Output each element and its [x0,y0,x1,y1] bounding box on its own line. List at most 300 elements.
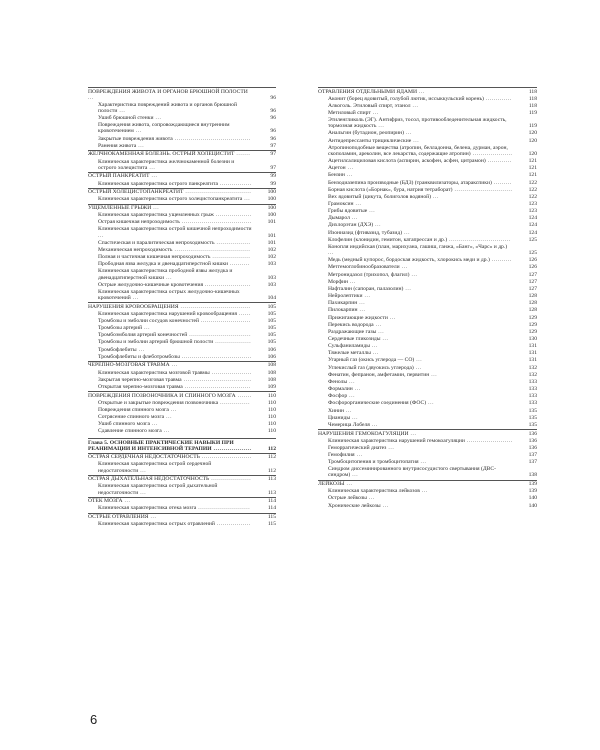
toc-page-number: 121 [528,158,537,165]
toc-entry-title: Сдавление спинного мозга [98,428,162,435]
toc-entry-title: Тромбозы и эмболии сосудов конечностей [98,318,199,324]
dot-leader: .................. [213,339,252,346]
toc-subsection-item [318,356,537,363]
toc-entry-title: Характеристика повреждений живота и органов брюшной полости [98,101,237,114]
toc-entry-title: Хинин [328,407,345,414]
toc-page-number: 137 [528,451,537,458]
dot-leader: ................ [217,180,252,187]
dot-leader: ... [357,307,366,314]
toc-entry-title: ЛЕЙКОЗЫ [318,481,345,488]
toc-page-number: 100 [267,212,276,219]
toc-page-number: 102 [267,246,276,253]
dot-leader: ... [242,196,251,203]
dot-leader: ... [418,459,427,466]
toc-subsection-item [88,413,276,420]
dot-leader: ... [149,173,158,180]
toc-page-number: 110 [267,406,276,413]
toc-entry-title: Тромбозы артерий [98,325,143,332]
toc-page-number: 103 [267,261,276,268]
toc-subsection-item [318,102,537,109]
toc-page-number: 133 [528,400,537,407]
toc-subsection-item [88,406,276,413]
toc-entry-title: Клиническая характеристика желчнокаменной болезни и острого холецистита [98,158,235,171]
dot-leader: ... [357,300,366,307]
toc-entry-title: Тромбофлебиты [98,346,137,353]
toc-entry-title: Чемерица Лобеля [328,421,370,428]
toc-section-heading [318,480,537,488]
toc-section-heading [88,87,276,101]
dot-leader: ... [376,123,385,130]
toc-subsection-item [318,399,537,406]
toc-entry-title: Пахикарпин [328,300,358,307]
toc-page-number: 126 [528,257,537,264]
dot-leader: ... [349,215,358,222]
toc-subsection-item [318,458,537,465]
toc-page-number: 108 [267,369,276,376]
toc-entry-title: Нейролептики [328,293,363,300]
toc-entry-title: Клиническая характеристика острой кишечной непроходимости [98,226,252,233]
toc-subsection-item [318,95,537,102]
dot-leader: ... [410,102,419,109]
toc-section-heading [88,188,276,196]
toc-subsection-item [88,520,276,527]
toc-page-number: 126 [528,264,537,271]
toc-subsection-item [318,364,537,371]
dot-leader: ......... [491,179,512,186]
toc-entry-title: Пилокарпин [328,307,358,314]
toc-page-number: 131 [528,350,537,357]
toc-subsection-item [318,392,537,399]
toc-subsection-item [88,211,276,218]
dot-leader: .................... [209,476,252,483]
toc-entry-title: Спастическая и паралитическая непроходимость [98,239,215,246]
toc-subsection-item [88,253,276,260]
toc-page-number: 129 [528,321,537,328]
toc-subsection-item [88,460,276,473]
dot-leader: ... [117,107,126,114]
toc-entry-title: Хронические лейкозы [328,502,381,509]
dot-leader: ... [153,115,162,122]
toc-entry-title: Грибы ядовитые [328,208,368,215]
toc-entry-title: Закрытая черепно-мозговая травма [98,376,182,383]
toc-entry-title: Метгемоглобинообразователи [328,264,400,271]
toc-subsection-item [318,342,537,349]
dot-leader: ............................... [447,236,512,243]
toc-page-number: 136 [528,430,537,437]
toc-left-column [88,86,276,527]
toc-section-heading [88,513,276,521]
toc-subsection-item [88,324,276,331]
toc-section-heading [318,87,537,95]
toc-subsection-item [88,121,276,134]
toc-section-heading [88,172,276,180]
toc-subsection-item [88,225,276,238]
toc-page-number: 109 [267,383,276,390]
dot-leader: .......................... [196,505,251,512]
dot-leader: ... [347,393,356,400]
toc-subsection-item [88,346,276,353]
dot-leader: ... [98,232,104,239]
toc-entry-title: Метиловый спирт [328,109,371,116]
toc-page-number: 122 [528,186,537,193]
toc-entry-title: Острая кишечная непроходимость [98,219,180,226]
dot-leader: ................... [210,254,251,261]
toc-entry-title: Формалин [328,386,353,393]
toc-page-number: 131 [528,357,537,364]
toc-entry-title: Закрытые повреждения живота [98,135,173,142]
toc-entry-title: ОСТРАЯ ДЫХАТЕЛЬНАЯ НЕДОСТАТОЧНОСТЬ [88,476,210,483]
toc-entry-title: Сотрясение спинного мозга [98,414,165,421]
toc-page-number: 99 [270,180,276,187]
toc-subsection-item [318,414,537,421]
toc-entry-title: ОСНОВНЫЕ ПРАКТИЧЕСКИЕ НАВЫКИ ПРИ РЕАНИМАЦИИ И ИНТЕНСИВНОЙ ТЕРАПИИ [88,439,234,452]
toc-subsection-item [318,502,537,509]
dot-leader: ... [431,193,440,200]
dot-leader: ... [164,414,173,421]
dot-leader: ... [414,357,423,364]
page-number: 6 [90,712,98,727]
toc-page-number: 133 [528,386,537,393]
toc-section-heading [88,475,276,483]
toc-chapter-heading [88,438,276,452]
dot-leader: ............................. [452,186,513,193]
toc-entry-title: Синдром диссеминированного внутрисосудистого свертывания (ДВС-синдром) [328,466,497,479]
dot-leader: ... [151,205,160,211]
dot-leader: .......... [489,257,512,264]
toc-entry-title: Тромбозы и эмболии артерий брюшной полости [98,339,214,346]
dot-leader: ... [149,421,158,428]
toc-entry-title: Бензодиазепина производные (БДЗ) (транквилизаторы, атаракспики) [328,179,492,186]
toc-subsection-item [88,239,276,246]
toc-section-heading [88,204,276,212]
dot-leader: ... [347,378,356,385]
dot-leader: ....................... [464,437,513,444]
toc-page-number: 101 [267,232,276,239]
dot-leader: ... [373,321,382,328]
toc-section-heading [88,497,276,505]
toc-subsection-item [318,256,537,263]
toc-page-number: 108 [267,362,276,369]
toc-page-number: 120 [528,137,537,144]
toc-entry-title: Острые лейкозы [328,495,367,502]
toc-entry-title: Ранения живота [98,142,137,149]
toc-page-number: 96 [270,115,276,122]
toc-entry-title: ОСТРАЯ СЕРДЕЧНАЯ НЕДОСТАТОЧНОСТЬ [88,454,200,461]
toc-entry-title: Углекислый газ (двуокись углерода) [328,364,414,371]
toc-page-number: 121 [528,165,537,172]
toc-subsection-item [88,135,276,142]
toc-page-number: 129 [528,314,537,321]
toc-subsection-item [318,229,537,236]
toc-subsection-item [318,451,537,458]
toc-section-heading [88,361,276,369]
toc-page-number: 136 [528,437,537,444]
toc-entry-title: Прижигающие жидкости [328,314,388,321]
toc-entry-title: Клиническая характеристика нарушений гемокоагуляции [328,437,465,444]
toc-subsection-item [318,164,537,171]
dot-leader: ... [161,428,170,435]
dot-leader: ... [350,472,359,479]
toc-page-number: 105 [267,303,276,310]
chapter-label: Глава 5. [88,439,109,446]
toc-page-number: 136 [528,444,537,451]
toc-entry-title: Конопля индийская (план, марихуана, гашиш, ганжа, «Банг», «Чарс» и др.) [328,243,508,250]
toc-page-number: 102 [267,254,276,261]
dot-leader: ... [369,421,378,428]
dot-leader: ... [409,271,418,278]
toc-page-number: 110 [267,414,276,421]
dot-leader: ............. [483,95,512,102]
toc-page-number: 105 [267,310,276,317]
toc-entry-title: Грамоксин [328,201,354,207]
toc-page-number: 125 [528,250,537,257]
toc-subsection-item [88,399,276,406]
dot-leader: ... [366,495,375,502]
toc-subsection-item [318,193,537,200]
toc-subsection-item [88,260,276,267]
toc-page-number: 96 [270,94,276,101]
toc-page-number: 135 [528,421,537,428]
dot-leader: .................. [213,212,252,219]
toc-page-number: 127 [528,271,537,278]
toc-subsection-item [318,349,537,356]
dot-leader: ......................... [199,454,252,461]
toc-entry-title: УЩЕМЛЕННЫЕ ГРЫЖИ [88,205,152,211]
toc-entry-title: Цианиды [328,414,351,421]
toc-page-number: 125 [528,236,537,243]
toc-entry-title: Ушиб спинного мозга [98,421,150,428]
toc-entry-title: ОТРАВЛЕНИЯ ОТДЕЛЬНЫМИ ЯДАМИ [318,88,418,95]
toc-subsection-item [318,243,537,256]
dot-leader: ... [148,514,157,521]
toc-entry-title: Перекись водорода [328,321,374,328]
toc-entry-title: Фенатин, фепранон, амфетамин, первитин [328,371,430,378]
toc-subsection-item [88,482,276,495]
dot-leader: ... [345,165,354,172]
toc-page-number: 113 [267,476,276,483]
toc-subsection-item [318,437,537,444]
dot-leader: ................... [211,445,252,452]
toc-subsection-item [318,278,537,285]
toc-page-number: 133 [528,393,537,400]
toc-page-number: 132 [528,371,537,378]
toc-page-number: 101 [267,219,276,226]
dot-leader: ............... [218,399,251,406]
toc-page-number: 112 [267,454,276,461]
toc-page-number: 124 [528,222,537,229]
toc-subsection-item [318,328,537,335]
dot-leader: ... [362,293,371,300]
dot-leader: ... [130,295,139,302]
dot-leader: ... [370,350,379,357]
toc-section-heading [318,429,537,437]
toc-entry-title: Открытая черепно-мозговая травма [98,383,183,390]
toc-subsection-item [318,321,537,328]
toc-entry-title: Клиническая характеристика острой сердечной недостаточности [98,461,212,474]
dot-leader: ................. [214,521,251,528]
toc-entry-title: Клиническая характеристика острых желудочно-кишечных кровотечений [98,288,240,302]
dot-leader: ............................... [187,332,252,339]
toc-entry-title: Бензин [328,172,345,179]
toc-page-number: 97 [270,142,276,149]
toc-subsection-item [88,331,276,338]
toc-entry-title: Клиническая характеристика ущемленных грыж [98,212,214,219]
dot-leader: ... [404,130,413,137]
toc-page-number: 118 [528,95,537,102]
toc-page-number: 130 [528,335,537,342]
toc-entry-title: ОСТРЫЕ ОТРАВЛЕНИЯ [88,514,149,521]
toc-page-number: 97 [270,151,276,158]
toc-entry-title: Клиническая характеристика острого панкреатита [98,180,218,187]
toc-page-number: 96 [270,128,276,135]
dot-leader: ... [138,489,147,496]
toc-page-number: 100 [267,196,276,203]
toc-subsection-item [88,420,276,427]
dot-leader: ... [350,414,359,421]
toc-page-number: 115 [267,514,276,521]
dot-leader: ... [373,222,382,229]
toc-entry-title: Изониазид (фтивазид, тубазид) [328,229,403,236]
toc-entry-title: Вех ядовитый (цикута, болиголов водяной) [328,193,432,200]
toc-page-number: 127 [528,278,537,285]
toc-entry-title: Ацетилсалициловая кислота (аспирин, аскофен, асфен, цитрамон) [328,158,486,165]
toc-subsection-item [318,200,537,207]
toc-entry-title: Тромбоцитопения и тромбоцитопатия [328,459,419,466]
toc-entry-title: Морфин [328,278,349,285]
toc-page-number: 97 [270,164,276,171]
toc-page-number: 106 [267,346,276,353]
toc-entry-title: Механическая непроходимость [98,246,173,253]
dot-leader: ................................. [183,189,252,196]
dot-leader: ... [380,335,389,342]
toc-entry-title: ПОВРЕЖДЕНИЯ ЖИВОТА И ОРГАНОВ БРЮШНОЙ ПОЛОСТИ [88,88,248,95]
toc-subsection-item [88,267,276,280]
toc-entry-title: Этиленгликоль (ЭГ). Антифриз, тосол, противообледенительная жидкость, тормозная жидкость [328,117,507,130]
toc-subsection-item [318,236,537,243]
dot-leader: ................................... [179,219,252,226]
toc-page-number: 135 [528,407,537,414]
toc-subsection-item [88,288,276,301]
toc-page-number: 105 [267,318,276,324]
toc-subsection-item [318,385,537,392]
dot-leader: ... [367,208,376,215]
toc-subsection-item [318,221,537,228]
toc-page-number: 122 [528,179,537,186]
dot-leader: ... [122,498,131,505]
toc-entry-title: НАРУШЕНИЯ ГЕМОКОАГУЛЯЦИИ [318,430,409,437]
toc-entry-title: Клиническая характеристика лейкозов [328,488,420,495]
dot-leader: ...... [236,310,251,317]
dot-leader: ...................................... [172,246,251,253]
toc-entry-title: Тромбофлебиты и флеботромбозы [98,353,180,360]
toc-entry-title: ЧЕРЕПНО-МОЗГОВАЯ ТРАВМА [88,362,170,369]
toc-entry-title: Раздражающие газы [328,328,377,335]
toc-subsection-item [318,335,537,342]
dot-leader: ... [387,314,396,321]
toc-section-heading [88,391,276,399]
toc-page-number: 133 [528,378,537,385]
dot-leader: ....... [235,392,252,399]
toc-subsection-item [88,353,276,360]
dot-leader: ... [169,362,178,369]
toc-entry-title: Острые желудочно-кишечные кровотечения [98,281,204,288]
dot-leader: ... [429,371,438,378]
toc-entry-title: Дихлорэтан (ДХЭ) [328,222,374,229]
toc-entry-title: Клиническая характеристика отека мозга [98,505,197,512]
toc-page-number: 96 [270,107,276,114]
dot-leader: ... [142,325,151,332]
toc-page-number: 101 [267,239,276,246]
toc-entry-title: ЖЕЛЧНОКАМЕННАЯ БОЛЕЗНЬ. ОСТРЫЙ ХОЛЕЦИСТИТ [88,151,235,158]
toc-entry-title: Борная кислота («Борнак», бура, натрия тетраборат) [328,186,453,193]
toc-subsection-item [88,158,276,171]
toc-subsection-item [318,207,537,214]
toc-entry-title: Гемофилия [328,451,355,458]
toc-subsection-item [318,263,537,270]
dot-leader: ... [413,364,422,371]
dot-leader: ... [370,343,378,350]
toc-entry-title: Клиническая характеристика острой дыхательной недостаточности [98,483,218,496]
dot-leader: ................................... [178,303,251,310]
toc-subsection-item [318,285,537,292]
toc-page-number: 122 [528,193,537,200]
toc-subsection-item [318,129,537,136]
toc-subsection-item [88,195,276,202]
toc-page-number: 120 [528,150,537,157]
toc-entry-title: Антидепрессанты трициклические [328,137,412,144]
toc-page-number: 128 [528,307,537,314]
toc-subsection-item [88,317,276,324]
toc-entry-title: Клиническая характеристика нарушений кровообращения [98,310,237,317]
toc-page-number: 137 [528,459,537,466]
dot-leader: ... [147,164,156,171]
toc-subsection-item [318,292,537,299]
toc-entry-title: ОСТРЫЙ ХОЛЕЦИСТОПАНКРЕАТИТ [88,189,184,196]
toc-page-number: 124 [528,215,537,222]
toc-section-heading [88,150,276,158]
toc-entry-title: Геморрагический диатез [328,444,387,451]
dot-leader: ... [411,137,420,144]
dot-leader: ... [380,502,389,509]
toc-subsection-item [318,314,537,321]
toc-subsection-item [318,371,537,378]
dot-leader: ... [370,109,379,116]
toc-page-number: 112 [267,467,276,474]
toc-entry-title: Атропиноподобные вещества (атропин, белладонна, белена, дурман, аэрон, скополамин, ареколин, все лекарства, содержащие атропин) [328,144,508,157]
toc-page-number: 110 [267,392,276,399]
dot-leader: ... [408,430,417,437]
toc-entry-title: Фенолы [328,378,348,385]
toc-subsection-item [318,157,537,164]
dot-leader: ... [403,285,412,292]
toc-subsection-item [318,109,537,116]
toc-subsection-item [88,383,276,390]
toc-page-number: 96 [270,135,276,142]
dot-leader: ................. [214,239,251,246]
toc-page-number: 100 [267,205,276,211]
toc-page-number: 120 [528,130,537,137]
toc-page-number: 104 [267,295,276,302]
dot-leader: ... [376,328,385,335]
dot-leader: ... [354,451,363,458]
toc-page-number: 99 [270,173,276,180]
dot-leader: ... [328,250,334,257]
toc-subsection-item [318,421,537,428]
toc-page-number: 123 [528,208,537,215]
toc-entry-title: Открытые и закрытые повреждения позвоночника [98,399,219,406]
dot-leader: ... [353,201,362,207]
toc-section-heading [88,302,276,310]
